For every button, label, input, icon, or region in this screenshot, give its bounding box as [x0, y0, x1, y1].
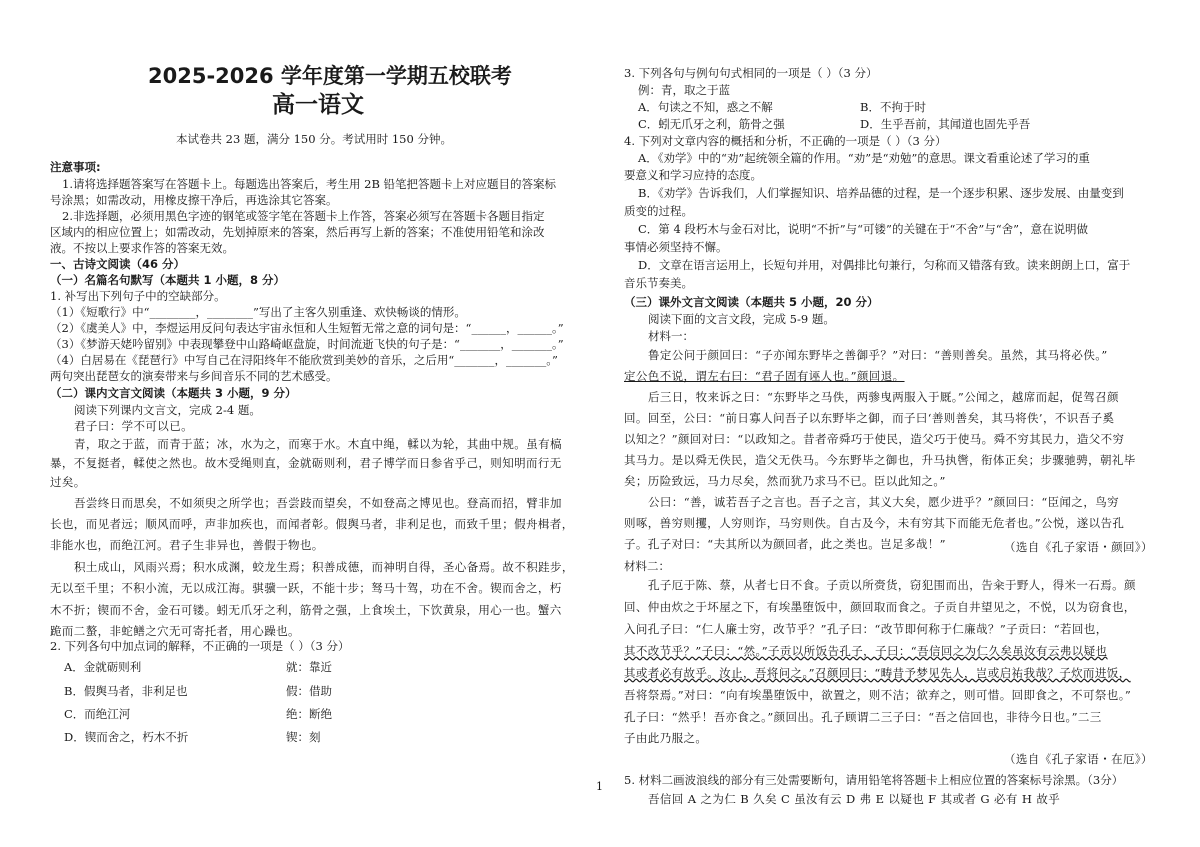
material-1-line: 矣；历险致远，马力尽矣，然而犹乃求马不已。臣以此知之。” [624, 474, 946, 488]
passage-line: 过矣。 [50, 475, 86, 489]
question-3-example: 例：青，取之于蓝 [638, 83, 730, 97]
question-3-stem: 3. 下列各句与例句句式相同的一项是（ ）（3 分） [624, 66, 878, 80]
question-4-line: 音乐节奏美。 [624, 276, 693, 290]
material-2-line: 其不改节乎？”子曰：“然。”子贡以所饭告孔子，子曰：“吾信回之为仁久矣虽汝有云弗以疑也 [624, 644, 1108, 658]
question-4-stem: 4. 下列对文章内容的概括和分析，不正确的一项是（ ）（3 分） [624, 134, 947, 148]
section-heading: 一、古诗文阅读（46 分） [50, 257, 186, 271]
passage-line: 吾尝终日而思矣，不如须臾之所学也；吾尝跂而望矣，不如登高之博见也。登高而招，臂非加 [74, 496, 562, 510]
page-number: 1 [596, 780, 603, 793]
passage-line: 木不折；锲而不舍，金石可镂。蚓无爪牙之利，筋骨之强，上食埃土，下饮黄泉，用心一也。蟹六 [50, 603, 562, 617]
part-heading: （二）课内文言文阅读（本题共 3 小题，9 分） [50, 386, 297, 400]
question-2-gloss-d: 锲：刻 [286, 730, 321, 744]
question-2-stem: 2. 下列各句中加点词的解释，不正确的一项是（ ）（3 分） [50, 639, 350, 653]
passage-line: 长也，而见者远；顺风而呼，声非加疾也，而闻者彰。假舆马者，非利足也，而致千里；假舟楫者， [50, 517, 574, 531]
part-heading: （一）名篇名句默写（本题共 1 小题，8 分） [50, 273, 286, 287]
material-1-line: 以知之？”颜回对曰：“以政知之。昔者帝舜巧于使民，造父巧于使马。舜不穷其民力，造父不穷 [624, 432, 1125, 446]
material-1-line: 定公色不说，谓左右曰：“君子固有诬人也。”颜回退。 [624, 369, 905, 383]
question-4-line: 事情必须坚持不懈。 [624, 240, 728, 254]
question-3-option-c: C．蚓无爪牙之利，筋骨之强 [638, 117, 785, 131]
question-1-item: （4）白居易在《琵琶行》中写自己在浔阳终年不能欣赏到美妙的音乐，之后用“_______，_______。” [50, 353, 558, 367]
passage-line: 积土成山，风雨兴焉；积水成渊，蛟龙生焉；积善成德，而神明自得，圣心备焉。故不积跬步， [74, 560, 574, 574]
question-4-line: A．《劝学》中的“劝”起统领全篇的作用。“劝”是“劝勉”的意思。课文看重论述了学习的重 [638, 151, 1090, 165]
notice-line: 区域内的相应位置上；如需改动，先划掉原来的答案，然后再写上新的答案；不准使用铅笔和涂改 [50, 225, 545, 239]
question-4-line: 要意义和学习应持的态度。 [624, 168, 762, 182]
passage-intro: 阅读下列课内文言文，完成 2-4 题。 [74, 403, 261, 417]
passage-line: 君子曰：学不可以已。 [74, 419, 193, 433]
question-2-gloss-a: 就：靠近 [286, 660, 332, 674]
question-5-line: 吾信回 A 之为仁 B 久矣 C 虽汝有云 D 弗 E 以疑也 F 其或者 G 必有 H 故乎 [648, 792, 1061, 806]
question-3-option-b: B．不拘于时 [860, 100, 926, 114]
question-2-option-d: D．锲而舍之，朽木不折 [64, 730, 189, 744]
material-1-line: 公曰：“善，诚若吾子之言也。吾子之言，其义大矣，愿少进乎？”颜回曰：“臣闻之，鸟穷 [648, 495, 1120, 509]
notice-line: 2.非选择题，必须用黑色字迹的钢笔或签字笔在答题卡上作答，答案必须写在答题卡各题目指定 [62, 209, 545, 223]
question-4-line: 质变的过程。 [624, 204, 693, 218]
material-1-line: 鲁定公问于颜回曰：“子亦闻东野毕之善御乎？”对曰：“善则善矣。虽然，其马将必佚。” [648, 348, 1108, 362]
question-1-stem: 1. 补写出下列句子中的空缺部分。 [50, 289, 226, 303]
passage-line: 青，取之于蓝，而青于蓝；冰，水为之，而寒于水。木直中绳，輮以为轮，其曲中规。虽有槁 [74, 437, 562, 451]
material-2-line: 子由此乃服之。 [624, 731, 708, 745]
question-2-option-c: C．而绝江河 [64, 707, 131, 721]
material-2-line: 回、仲由炊之于坏屋之下，有埃墨堕饭中，颜回取而食之。子贡自井望见之，不悦，以为窃食也， [624, 600, 1136, 614]
passage-line: 无以至千里；不积小流，无以成江海。骐骥一跃，不能十步；驽马十驾，功在不舍。锲而舍之，朽 [50, 581, 562, 595]
material-1-line: 其马力。是以舜无佚民，造父无佚马。今东野毕之御也，升马执辔，衔体正矣；步骤驰骋，朝礼毕 [624, 453, 1136, 467]
material-2-line: 其或者必有故乎。汝止，吾将问之。”召颜回曰：“畴昔予梦见先人，岂或启祐我哉？子炊而进饭， [624, 666, 1131, 680]
question-5-stem: 5. 材料二画波浪线的部分有三处需要断句，请用铅笔将答题卡上相应位置的答案标号涂黑。（3分） [624, 773, 1124, 787]
material-label: 材料二： [624, 559, 670, 573]
material-2-line: 孔子厄于陈、蔡，从者七日不食。子贡以所赍货，窃犯围而出，告籴于野人，得米一石焉。颜 [648, 578, 1136, 592]
notice-heading: 注意事项: [50, 160, 101, 174]
question-3-option-a: A．句读之不知，惑之不解 [638, 100, 773, 114]
material-1-line: 子。孔子对曰：“夫其所以为颜回者，此之类也。岂足多哉！” [624, 537, 946, 551]
part-heading: （三）课外文言文阅读（本题共 5 小题，20 分） [624, 295, 879, 309]
exam-info: 本试卷共 23 题，满分 150 分。考试用时 150 分钟。 [176, 132, 452, 146]
material-2-source: （选自《孔子家语・在厄》） [1004, 752, 1153, 766]
question-1-item: （1）《短歌行》中“________，________”写出了主客久别重逢、欢快畅谈的情形。 [50, 305, 466, 319]
passage-line: 跪而二螯，非蛇鳝之穴无可寄托者，用心躁也。 [50, 624, 300, 638]
question-2-gloss-b: 假：借助 [286, 684, 332, 698]
passage-line: 暴，不复挺者，輮使之然也。故木受绳则直，金就砺则利，君子博学而日参省乎己，则知明而行无 [50, 456, 562, 470]
question-2-option-b: B．假舆马者，非利足也 [64, 684, 188, 698]
passage-line: 非能水也，而绝江河。君子生非异也，善假于物也。 [50, 538, 324, 552]
question-4-line: B．《劝学》告诉我们，人们掌握知识、培养品德的过程，是一个逐步积累、逐步发展、由量变到 [638, 186, 1124, 200]
exam-title: 2025-2026 学年度第一学期五校联考 [148, 64, 512, 88]
question-2-option-a: A．金就砺则利 [64, 660, 142, 674]
exam-subtitle: 高一语文 [272, 92, 364, 118]
material-label: 材料一： [648, 329, 694, 343]
material-2-line: 孔子曰：“然乎！吾亦食之。”颜回出。孔子顾谓二三子曰：“吾之信回也，非待今日也。”二三 [624, 710, 1102, 724]
passage-intro: 阅读下面的文言文段，完成 5-9 题。 [648, 312, 835, 326]
material-1-source: （选自《孔子家语・颜回》） [1004, 540, 1153, 554]
question-2-gloss-c: 绝：断绝 [286, 707, 332, 721]
notice-line: 号涂黑；如需改动，用橡皮擦干净后，再选涂其它答案。 [50, 193, 338, 207]
question-1-item: （2）《虞美人》中，李煜运用反问句表达宇宙永恒和人生短暂无常之意的词句是：“______，______。” [50, 321, 564, 335]
question-1-item: （3）《梦游天姥吟留别》中表现攀登中山路崎岖盘旋，时间流逝飞快的句子是：“_______，_______。” [50, 337, 564, 351]
question-1-item: 两句突出琵琶女的演奏带来与乡间音乐不同的艺术感受。 [50, 369, 338, 383]
material-1-line: 后三日，牧来诉之曰：“东野毕之马佚，两骖曳两服入于厩。”公闻之，越席而起，促驾召颜 [648, 390, 1119, 404]
question-4-line: D．文章在语言运用上，长短句并用，对偶排比句兼行，匀称而又错落有致。读来朗朗上口，富于 [638, 258, 1131, 272]
material-1-line: 则啄，兽穷则攫，人穷则诈，马穷则佚。自古及今，未有穷其下而能无危者也。”公悦，遂以告孔 [624, 516, 1125, 530]
material-2-line: 入问孔子曰：“仁人廉士穷，改节乎？”孔子曰：“改节即何称于仁廉哉？”子贡曰：“若回也， [624, 622, 1108, 636]
question-4-line: C．第 4 段朽木与金石对比，说明“不折”与“可镂”的关键在于“不舍”与“舍”，意在说明做 [638, 222, 1088, 236]
material-1-line: 回。回至，公曰：“前日寡人问吾子以东野毕之御，而子曰‘善则善矣，其马将佚’，不识吾子奚 [624, 411, 1115, 425]
notice-line: 液。不按以上要求作答的答案无效。 [50, 241, 234, 255]
material-2-line: 吾将祭焉。”对曰：“向有埃墨堕饭中，欲置之，则不洁；欲弃之，则可惜。回即食之，不可祭也。” [624, 688, 1132, 702]
notice-line: 1.请将选择题答案写在答题卡上。每题选出答案后，考生用 2B 铅笔把答题卡上对应题目的答案标 [62, 177, 557, 191]
question-3-option-d: D．生乎吾前，其闻道也固先乎吾 [860, 117, 1031, 131]
